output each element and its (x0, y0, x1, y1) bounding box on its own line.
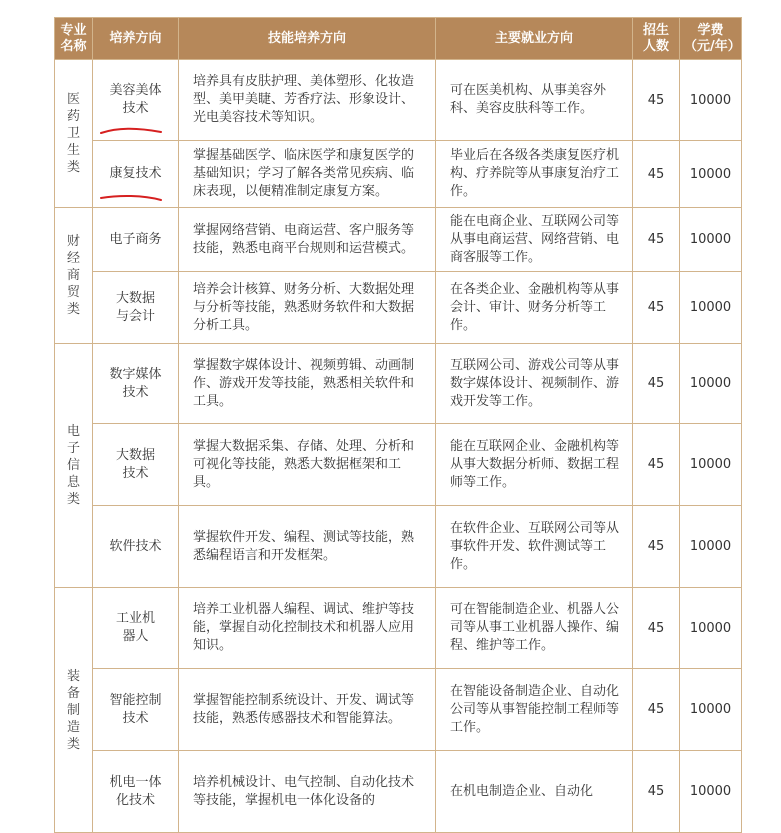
direction-label: 智能控制技术 (109, 692, 162, 726)
employment-cell: 在软件企业、互联网公司等从事软件开发、软件测试等工作。 (436, 506, 633, 588)
table-header-row (55, 18, 742, 60)
handwritten-underline (99, 126, 163, 136)
fee-cell: 10000 (680, 751, 742, 833)
underline-stroke (101, 196, 161, 200)
category-label: 财经商贸类 (66, 234, 80, 317)
fee-cell: 10000 (680, 588, 742, 669)
header-employment: 主要就业方向 (436, 18, 633, 60)
employment-cell: 在各类企业、金融机构等从事会计、审计、财务分析等工作。 (436, 272, 633, 344)
direction-cell (93, 588, 179, 669)
direction-cell (93, 60, 179, 141)
skills-cell: 培养具有皮肤护理、美体塑形、化妆造型、美甲美睫、芳香疗法、形象设计、光电美容技术等知识。 (179, 60, 436, 141)
table-row (55, 751, 742, 833)
fee-cell: 10000 (680, 60, 742, 141)
fee-cell: 10000 (680, 669, 742, 751)
header-fee: 学费（元/年） (680, 18, 742, 60)
skills-cell: 培养会计核算、财务分析、大数据处理与分析等技能，熟悉财务软件和大数据分析工具。 (179, 272, 436, 344)
header-category: 专业名称 (55, 18, 93, 60)
skills-cell: 掌握数字媒体设计、视频剪辑、动画制作、游戏开发等技能，熟悉相关软件和工具。 (179, 344, 436, 424)
fee-cell: 10000 (680, 272, 742, 344)
employment-cell: 毕业后在各级各类康复医疗机构、疗养院等从事康复治疗工作。 (436, 141, 633, 208)
category-cell (55, 344, 93, 588)
skills-cell: 掌握软件开发、编程、测试等技能，熟悉编程语言和开发框架。 (179, 506, 436, 588)
table-row (55, 588, 742, 669)
fee-cell: 10000 (680, 208, 742, 272)
handwritten-underline (99, 193, 163, 203)
direction-cell (93, 669, 179, 751)
enrollment-cell: 45 (633, 669, 680, 751)
category-cell (55, 60, 93, 208)
employment-cell: 在智能设备制造企业、自动化公司等从事智能控制工程师等工作。 (436, 669, 633, 751)
table-row (55, 272, 742, 344)
skills-cell: 掌握大数据采集、存储、处理、分析和可视化等技能，熟悉大数据框架和工具。 (179, 424, 436, 506)
employment-cell: 可在智能制造企业、机器人公司等从事工业机器人操作、编程、维护等工作。 (436, 588, 633, 669)
skills-cell: 掌握智能控制系统设计、开发、调试等技能，熟悉传感器技术和智能算法。 (179, 669, 436, 751)
category-label: 电子信息类 (66, 424, 80, 507)
fee-cell: 10000 (680, 344, 742, 424)
fee-cell: 10000 (680, 506, 742, 588)
category-cell (55, 588, 93, 833)
fee-cell: 10000 (680, 141, 742, 208)
enrollment-cell: 45 (633, 141, 680, 208)
underline-stroke (101, 129, 161, 133)
table-row (55, 208, 742, 272)
skills-cell: 掌握基础医学、临床医学和康复医学的基础知识；学习了解各类常见疾病、临床表现，以便精准制定康复方案。 (179, 141, 436, 208)
enrollment-cell: 45 (633, 272, 680, 344)
enrollment-cell: 45 (633, 60, 680, 141)
direction-label: 康复技术 (109, 166, 162, 181)
skills-cell: 培养工业机器人编程、调试、维护等技能，掌握自动化控制技术和机器人应用知识。 (179, 588, 436, 669)
enrollment-cell: 45 (633, 506, 680, 588)
direction-label: 大数据技术 (115, 447, 155, 481)
table-row (55, 424, 742, 506)
header-skills: 技能培养方向 (179, 18, 436, 60)
direction-cell: 软件技术 (93, 506, 179, 588)
fee-cell: 10000 (680, 424, 742, 506)
enrollment-cell: 45 (633, 208, 680, 272)
enrollment-cell: 45 (633, 588, 680, 669)
employment-cell: 在机电制造企业、自动化 (436, 751, 633, 833)
direction-label: 机电一体化技术 (109, 774, 162, 808)
enrollment-cell: 45 (633, 344, 680, 424)
direction-cell (93, 141, 179, 208)
table-row (55, 506, 742, 588)
employment-cell: 可在医美机构、从事美容外科、美容皮肤科等工作。 (436, 60, 633, 141)
employment-cell: 互联网公司、游戏公司等从事数字媒体设计、视频制作、游戏开发等工作。 (436, 344, 633, 424)
direction-cell (93, 424, 179, 506)
direction-cell (93, 344, 179, 424)
header-direction: 培养方向 (93, 18, 179, 60)
direction-label: 数字媒体技术 (109, 366, 162, 400)
table-row (55, 60, 742, 141)
direction-cell: 电子商务 (93, 208, 179, 272)
direction-label: 工业机器人 (115, 611, 155, 644)
skills-cell: 掌握网络营销、电商运营、客户服务等技能，熟悉电商平台规则和运营模式。 (179, 208, 436, 272)
direction-label: 大数据与会计 (115, 290, 155, 324)
header-enrollment: 招生人数 (633, 18, 680, 60)
table-row (55, 669, 742, 751)
enrollment-cell: 45 (633, 424, 680, 506)
direction-cell (93, 751, 179, 833)
table-row (55, 344, 742, 424)
majors-table (54, 17, 742, 833)
category-cell (55, 208, 93, 344)
skills-cell: 培养机械设计、电气控制、自动化技术等技能，掌握机电一体化设备的 (179, 751, 436, 833)
employment-cell: 能在电商企业、互联网公司等从事电商运营、网络营销、电商客服等工作。 (436, 208, 633, 272)
employment-cell: 能在互联网企业、金融机构等从事大数据分析师、数据工程师等工作。 (436, 424, 633, 506)
direction-label: 美容美体技术 (109, 83, 162, 116)
table-row (55, 141, 742, 208)
category-label: 装备制造类 (66, 668, 80, 752)
direction-cell (93, 272, 179, 344)
category-label: 医药卫生类 (66, 92, 80, 175)
enrollment-cell: 45 (633, 751, 680, 833)
